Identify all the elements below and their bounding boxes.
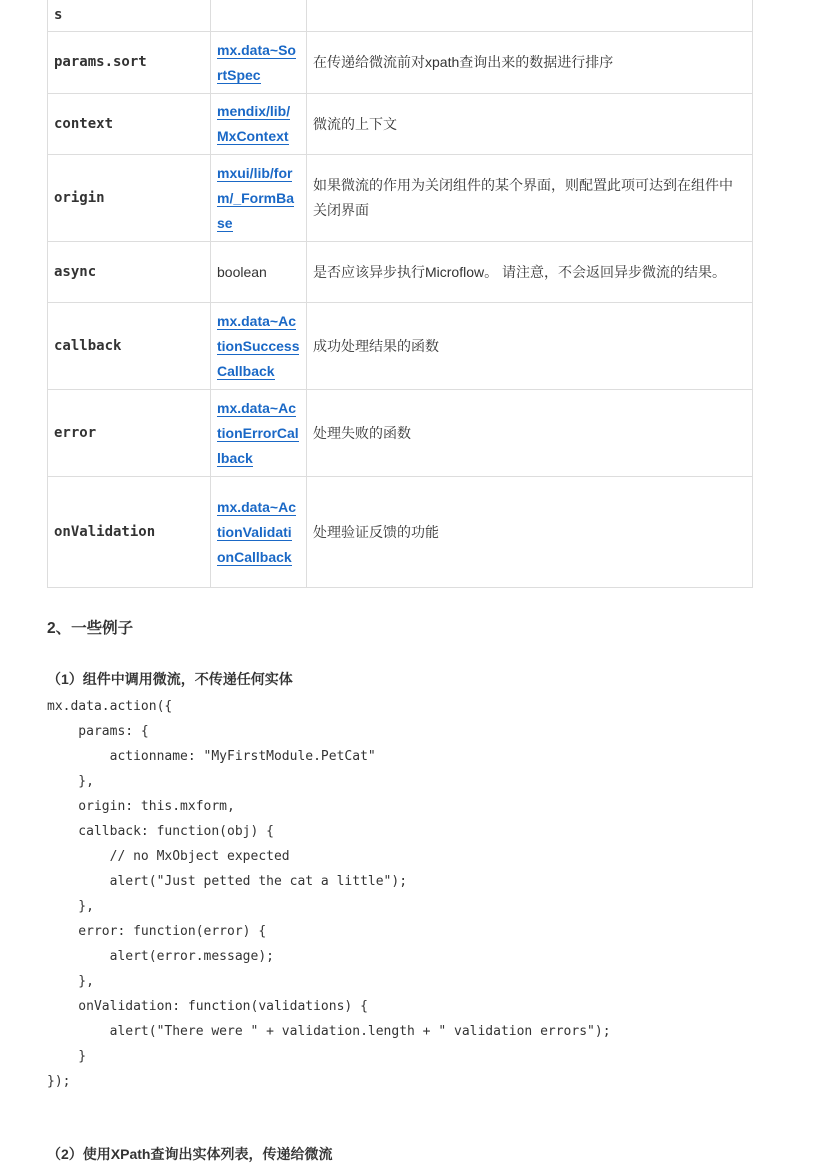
param-description bbox=[307, 0, 753, 32]
code-line: alert("Just petted the cat a little"); bbox=[47, 874, 408, 889]
param-name: onValidation bbox=[48, 477, 211, 588]
parameter-table bbox=[47, 0, 753, 588]
code-block bbox=[47, 694, 611, 1094]
type-link[interactable]: mx.data~ActionValidationCallback bbox=[217, 498, 296, 565]
code-line: params: { bbox=[47, 724, 149, 739]
param-name: origin bbox=[48, 155, 211, 242]
section-heading: 2、一些例子 bbox=[47, 620, 134, 637]
table-row bbox=[48, 94, 753, 155]
param-type bbox=[211, 242, 307, 303]
param-description: 处理验证反馈的功能 bbox=[307, 477, 753, 588]
param-description: 如果微流的作用为关闭组件的某个界面，则配置此项可达到在组件中关闭界面 bbox=[307, 155, 753, 242]
example-2-title: （2）使用XPath查询出实体列表，传递给微流 bbox=[47, 1146, 333, 1162]
type-link[interactable]: mendix/lib/MxContext bbox=[217, 103, 291, 144]
param-description: 处理失败的函数 bbox=[307, 390, 753, 477]
code-line: }); bbox=[47, 1074, 71, 1089]
type-text: boolean bbox=[217, 263, 267, 280]
param-type bbox=[211, 303, 307, 390]
param-type bbox=[211, 94, 307, 155]
table-row bbox=[48, 390, 753, 477]
param-description: 是否应该异步执行Microflow。 请注意，不会返回异步微流的结果。 bbox=[307, 242, 753, 303]
code-line: origin: this.mxform, bbox=[47, 799, 235, 814]
param-type bbox=[211, 477, 307, 588]
param-name: error bbox=[48, 390, 211, 477]
param-type bbox=[211, 390, 307, 477]
code-line: callback: function(obj) { bbox=[47, 824, 274, 839]
code-line: // no MxObject expected bbox=[47, 849, 290, 864]
type-link[interactable]: mx.data~ActionErrorCallback bbox=[217, 399, 299, 466]
param-type bbox=[211, 155, 307, 242]
code-line: alert("There were " + validation.length + " validation errors"); bbox=[47, 1024, 611, 1039]
code-line: }, bbox=[47, 974, 94, 989]
param-name: params.sort bbox=[48, 32, 211, 94]
param-name: s bbox=[48, 0, 211, 32]
table-row bbox=[48, 0, 753, 32]
table-row bbox=[48, 32, 753, 94]
type-link[interactable]: mx.data~SortSpec bbox=[217, 41, 296, 83]
param-name: callback bbox=[48, 303, 211, 390]
table-row bbox=[48, 303, 753, 390]
param-description: 微流的上下文 bbox=[307, 94, 753, 155]
table-row bbox=[48, 242, 753, 303]
code-line: }, bbox=[47, 899, 94, 914]
param-description: 在传递给微流前对xpath查询出来的数据进行排序 bbox=[307, 32, 753, 94]
parameter-table-body bbox=[48, 0, 753, 588]
code-line: onValidation: function(validations) { bbox=[47, 999, 368, 1014]
param-type bbox=[211, 32, 307, 94]
param-description: 成功处理结果的函数 bbox=[307, 303, 753, 390]
param-type bbox=[211, 0, 307, 32]
param-name: context bbox=[48, 94, 211, 155]
table-row bbox=[48, 477, 753, 588]
code-line: mx.data.action({ bbox=[47, 699, 173, 714]
param-name: async bbox=[48, 242, 211, 303]
table-row bbox=[48, 155, 753, 242]
code-line: } bbox=[47, 1049, 87, 1064]
example-1-title: （1）组件中调用微流，不传递任何实体 bbox=[47, 671, 293, 687]
code-line: error: function(error) { bbox=[47, 924, 267, 939]
code-line: actionname: "MyFirstModule.PetCat" bbox=[47, 749, 376, 764]
type-link[interactable]: mx.data~ActionSuccessCallback bbox=[217, 312, 300, 379]
code-line: alert(error.message); bbox=[47, 949, 274, 964]
code-line: }, bbox=[47, 774, 94, 789]
type-link[interactable]: mxui/lib/form/_FormBase bbox=[217, 164, 295, 231]
